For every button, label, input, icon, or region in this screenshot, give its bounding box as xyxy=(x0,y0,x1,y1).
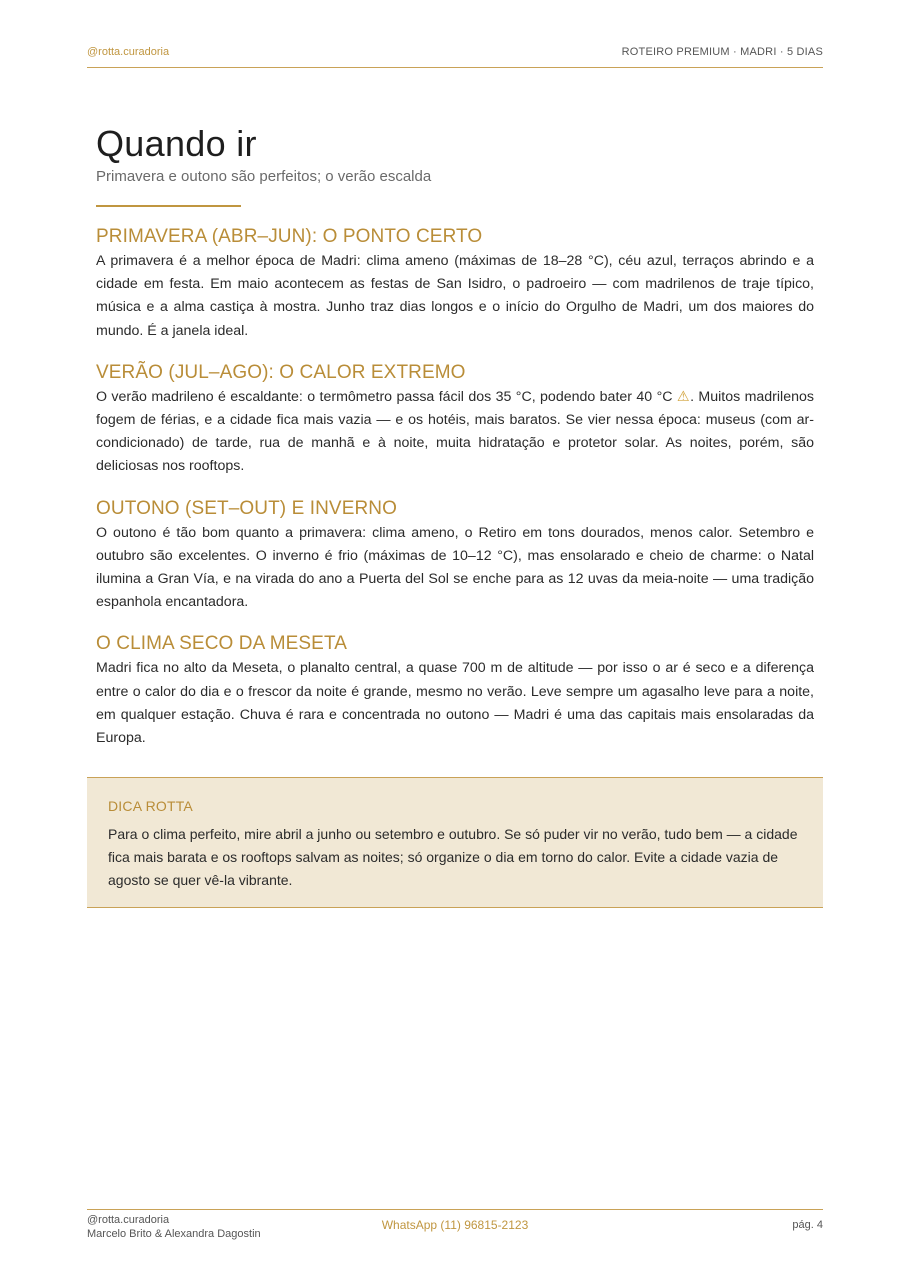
section-autumn-winter xyxy=(96,496,814,615)
footer-handle: @rotta.curadoria xyxy=(87,1214,170,1226)
section-heading: VERÃO (JUL–AGO): O CALOR EXTREMO xyxy=(96,361,466,383)
document-label: ROTEIRO PREMIUM · MADRI · 5 DIAS xyxy=(621,46,823,58)
section-heading: OUTONO (SET–OUT) E INVERNO xyxy=(96,497,397,519)
page-footer xyxy=(87,1209,823,1250)
section-body: A primavera é a melhor época de Madri: clima ameno (máximas de 18–28 °C), céu azul, terraços abrindo e a cidade em festa. Em maio acontecem as festas de San Isidro, o padroeiro — com madrilenos de traje típico, música e a alma castiça à mostra. Junho traz dias longos e o início do Orgulho de Madri, um dos maiores do mundo. É a janela ideal. xyxy=(96,253,814,339)
whatsapp-contact: WhatsApp (11) 96815-2123 xyxy=(381,1218,529,1232)
section-heading: PRIMAVERA (ABR–JUN): O PONTO CERTO xyxy=(96,226,483,247)
section-body: Madri fica no alto da Meseta, o planalto central, a quase 700 m de altitude — por isso o ar é seco e a diferença entre o calor do dia e o frescor da noite é grande, mesmo no verão. Leve sempre um agasalho leve para a noite, em qualquer estação. Chuva é rara e concentrada no outono — Madri é uma das capitais mais ensolaradas da Europa. xyxy=(96,660,814,747)
tip-title: DICA ROTTA xyxy=(108,798,193,814)
title-block xyxy=(96,122,814,207)
title-divider xyxy=(96,205,241,207)
section-spring xyxy=(96,224,814,343)
warning-icon: ⚠ xyxy=(676,388,691,405)
section-summer xyxy=(96,360,814,479)
page-subtitle: Primavera e outono são perfeitos; o verão escalda xyxy=(96,168,432,185)
section-dry-climate xyxy=(96,631,814,750)
main-content xyxy=(96,224,814,767)
tip-box xyxy=(87,777,823,908)
page-title: Quando ir xyxy=(96,123,257,164)
footer-authors: Marcelo Brito & Alexandra Dagostin xyxy=(87,1228,261,1240)
section-body xyxy=(96,386,814,479)
section-body-start: O verão madrileno é escaldante: o termômetro passa fácil dos 35 °C, podendo bater 40 °C xyxy=(96,388,677,405)
section-heading: O CLIMA SECO DA MESETA xyxy=(96,633,348,655)
tip-text: Para o clima perfeito, mire abril a junho ou setembro e outubro. Se só puder vir no verão, tudo bem — a cidade fica mais barata e os rooftops salvam as noites; só organize o dia em torno do calor. Evite a cidade vazia de agosto se quer vê-la vibrante. xyxy=(108,826,798,888)
page-number: pág. 4 xyxy=(792,1219,823,1231)
page-header xyxy=(87,46,823,68)
section-body: O outono é tão bom quanto a primavera: clima ameno, o Retiro em tons dourados, menos calor. Setembro e outubro são excelentes. O inverno é frio (máximas de 10–12 °C), mas ensolarado e cheio de charme: o Natal ilumina a Gran Vía, e na virada do ano a Puerta del Sol se enche para as 12 uvas da meia-noite — uma tradição espanhola encantadora. xyxy=(96,524,814,611)
brand-handle: @rotta.curadoria xyxy=(87,46,170,58)
section-body-end: . Muitos madrilenos fogem de férias, e a cidade fica mais vazia — e os hotéis, mais baratos. Se vier nessa época: museus (com ar-condicionado) de tarde, rua de manhã e à noite, muita hidratação e protetor solar. As noites, porém, são deliciosas nos rooftops. xyxy=(96,388,814,475)
